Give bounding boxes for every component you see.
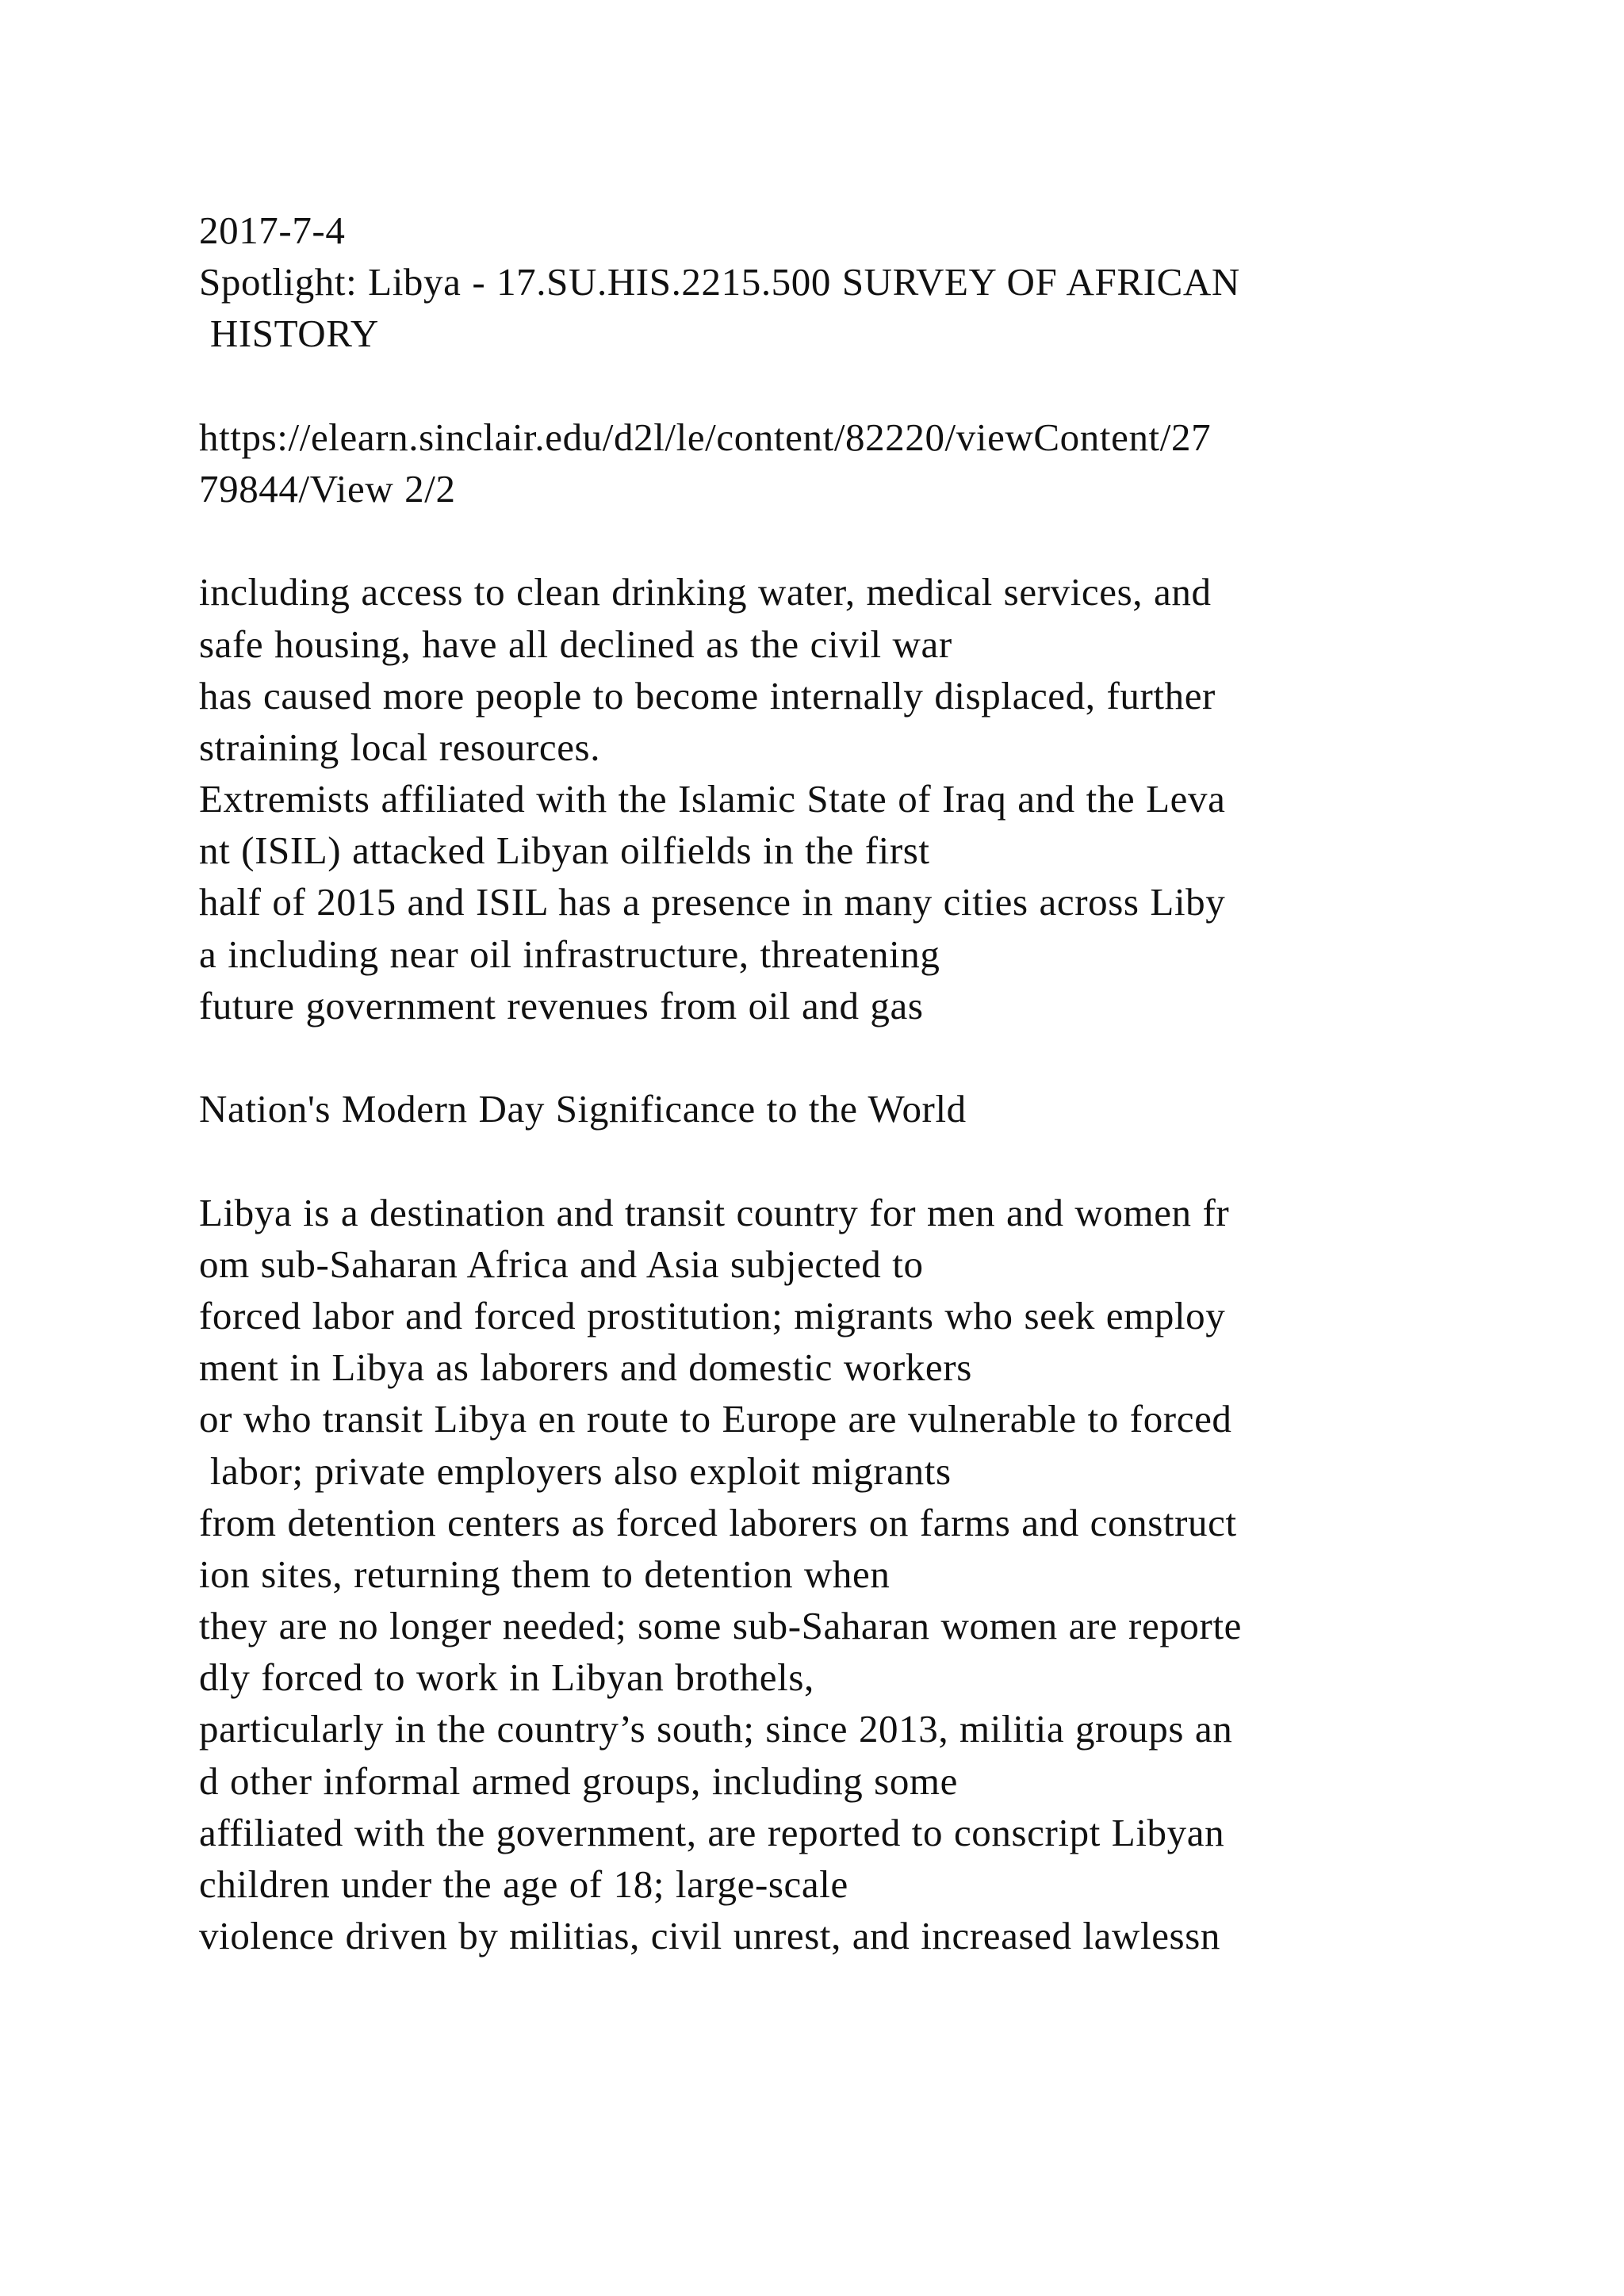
paragraph-line: they are no longer needed; some sub-Saharan women are reporte	[199, 1604, 1243, 1648]
paragraph-line: from detention centers as forced laborers on farms and construct	[199, 1500, 1237, 1544]
url-line-continued: 79844/View 2/2	[199, 466, 456, 511]
section-heading: Nation's Modern Day Significance to the World	[199, 1087, 967, 1131]
paragraph-line: affiliated with the government, are reported to conscript Libyan	[199, 1810, 1225, 1854]
date-line: 2017-7-4	[199, 209, 346, 252]
paragraph-line: future government revenues from oil and gas	[199, 983, 924, 1027]
paragraph-line: including access to clean drinking water, medical services, and	[199, 570, 1212, 614]
paragraph-line: Extremists affiliated with the Islamic State of Iraq and the Leva	[199, 777, 1226, 821]
paragraph-line: half of 2015 and ISIL has a presence in many cities across Liby	[199, 880, 1226, 924]
title-line-continued: HISTORY	[199, 312, 379, 356]
paragraph-line: labor; private employers also exploit migrants	[199, 1448, 952, 1493]
paragraph-line: forced labor and forced prostitution; migrants who seek employ	[199, 1293, 1226, 1337]
blank-line	[199, 360, 1587, 411]
paragraph-line: ment in Libya as laborers and domestic workers	[199, 1345, 972, 1390]
paragraph-line: nt (ISIL) attacked Libyan oilfields in the first	[199, 828, 930, 873]
paragraph-line: dly forced to work in Libyan brothels,	[199, 1655, 814, 1700]
paragraph-line: Libya is a destination and transit country for men and women fr	[199, 1190, 1230, 1234]
paragraph-line: safe housing, have all declined as the civil war	[199, 622, 952, 666]
document-text	[199, 205, 1587, 1961]
paragraph-line: or who transit Libya en route to Europe are vulnerable to forced	[199, 1397, 1232, 1441]
paragraph-line: violence driven by militias, civil unrest, and increased lawlessn	[199, 1914, 1220, 1958]
blank-line	[199, 1135, 1587, 1186]
paragraph-line: om sub-Saharan Africa and Asia subjected to	[199, 1242, 924, 1286]
paragraph-line: has caused more people to become internally displaced, further	[199, 673, 1216, 718]
blank-line	[199, 1031, 1587, 1083]
paragraph-line: a including near oil infrastructure, threatening	[199, 932, 940, 976]
paragraph-line: particularly in the country’s south; since 2013, militia groups an	[199, 1707, 1233, 1751]
paragraph-line: d other informal armed groups, including some	[199, 1758, 958, 1803]
paragraph-line: straining local resources.	[199, 725, 601, 769]
paragraph-line: children under the age of 18; large-scale	[199, 1862, 848, 1906]
blank-line	[199, 515, 1587, 566]
paragraph-line: ion sites, returning them to detention when	[199, 1552, 891, 1596]
title-line: Spotlight: Libya - 17.SU.HIS.2215.500 SURVEY OF AFRICAN	[199, 260, 1240, 304]
url-line: https://elearn.sinclair.edu/d2l/le/content/82220/viewContent/27	[199, 415, 1212, 459]
